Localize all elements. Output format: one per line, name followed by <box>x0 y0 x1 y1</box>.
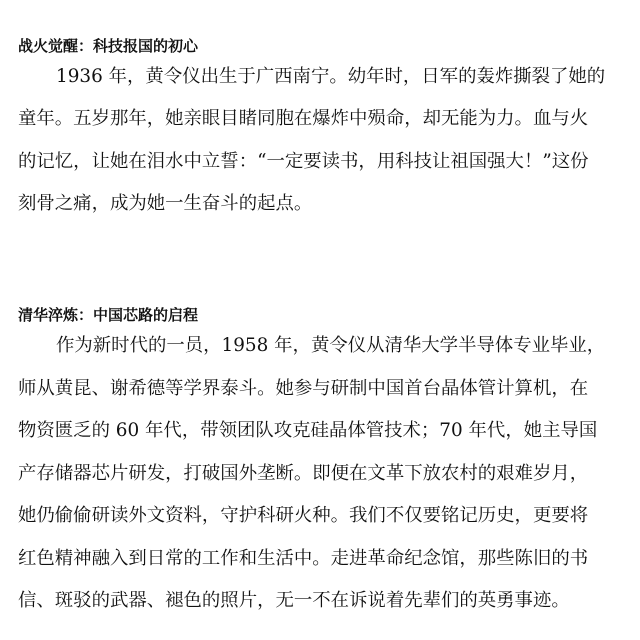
section-1-heading: 战火觉醒：科技报国的初心 <box>18 37 199 55</box>
section-2-line-2: 师从黄昆、谢希德等学界泰斗。她参与研制中国首台晶体管计算机，在 <box>18 378 589 399</box>
section-1-line-3: 的记忆，让她在泪水中立誓：“一定要读书，用科技让祖国强大！”这份 <box>18 151 589 172</box>
section-2-line-1: 作为新时代的一员，1958 年，黄令仪从清华大学半导体专业毕业， <box>56 335 606 356</box>
section-1-line-2: 童年。五岁那年，她亲眼目睹同胞在爆炸中殒命，却无能为力。血与火 <box>18 108 589 129</box>
section-2-line-4: 产存储器芯片研发，打破国外垄断。即便在文革下放农村的艰难岁月， <box>18 463 589 484</box>
section-2-line-7: 信、斑驳的武器、褪色的照片，无一不在诉说着先辈们的英勇事迹。 <box>18 590 570 611</box>
section-2-line-6: 红色精神融入到日常的工作和生活中。走进革命纪念馆，那些陈旧的书 <box>18 548 589 569</box>
section-1-line-4: 刻骨之痛，成为她一生奋斗的起点。 <box>18 193 313 214</box>
section-2-line-5: 她仍偷偷研读外文资料，守护科研火种。我们不仅要铭记历史，更要将 <box>18 505 589 526</box>
section-2-heading: 清华淬炼：中国芯路的启程 <box>18 306 199 324</box>
section-2-line-3: 物资匮乏的 60 年代，带领团队攻克硅晶体管技术；70 年代，她主导国 <box>18 420 598 441</box>
section-1-line-1: 1936 年，黄令仪出生于广西南宁。幼年时，日军的轰炸撕裂了她的 <box>56 66 606 87</box>
